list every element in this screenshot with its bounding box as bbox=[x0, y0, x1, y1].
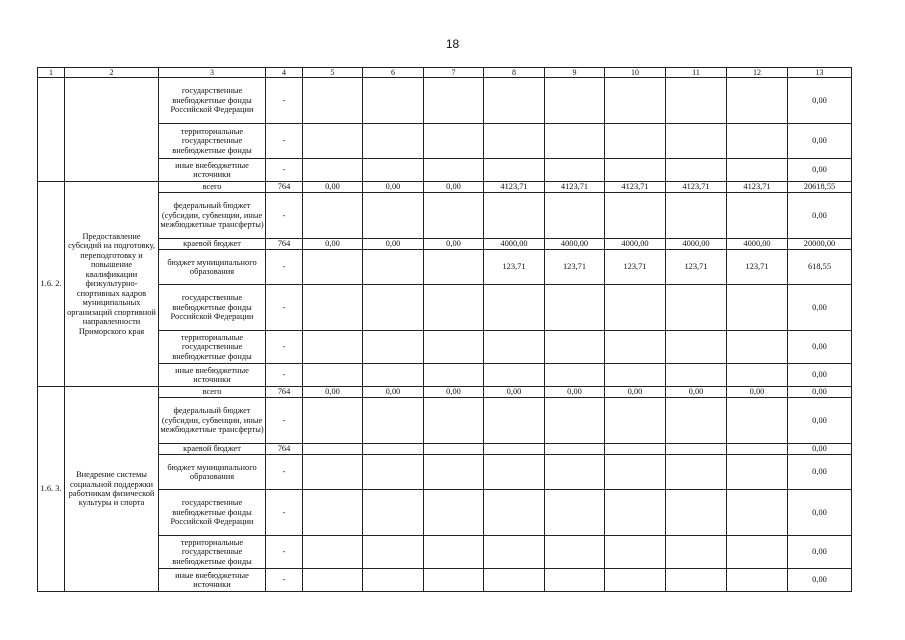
column-number-2: 2 bbox=[65, 68, 159, 78]
total-value: 20000,00 bbox=[788, 239, 852, 250]
year-value bbox=[666, 455, 727, 490]
year-value bbox=[363, 285, 424, 331]
year-value bbox=[545, 124, 605, 159]
year-value bbox=[363, 536, 424, 569]
total-value: 618,55 bbox=[788, 250, 852, 285]
year-value bbox=[303, 193, 363, 239]
funding-source: федеральный бюджет (субсидии, субвенции, иные межбюджетные трансферты) bbox=[159, 193, 266, 239]
year-value bbox=[484, 285, 545, 331]
year-value: 0,00 bbox=[605, 387, 666, 398]
admin-code: - bbox=[266, 536, 303, 569]
funding-source: всего bbox=[159, 387, 266, 398]
year-value bbox=[424, 364, 484, 387]
year-value bbox=[666, 159, 727, 182]
year-value bbox=[484, 331, 545, 364]
table-row bbox=[38, 159, 852, 182]
year-value bbox=[545, 455, 605, 490]
item-code: 1.6. 3. bbox=[38, 387, 65, 592]
year-value: 4000,00 bbox=[545, 239, 605, 250]
year-value bbox=[545, 398, 605, 444]
total-value: 0,00 bbox=[788, 193, 852, 239]
year-value: 0,00 bbox=[363, 239, 424, 250]
year-value bbox=[363, 490, 424, 536]
year-value bbox=[424, 490, 484, 536]
year-value bbox=[666, 398, 727, 444]
year-value: 4123,71 bbox=[727, 182, 788, 193]
total-value: 0,00 bbox=[788, 444, 852, 455]
year-value bbox=[666, 285, 727, 331]
table-row bbox=[38, 182, 852, 193]
item-name: Внедрение системы социальной поддержки работникам физической культуры и спорта bbox=[65, 387, 159, 592]
year-value bbox=[363, 398, 424, 444]
table-row bbox=[38, 490, 852, 536]
year-value bbox=[605, 159, 666, 182]
admin-code: - bbox=[266, 364, 303, 387]
year-value bbox=[484, 124, 545, 159]
column-number-4: 4 bbox=[266, 68, 303, 78]
year-value bbox=[727, 444, 788, 455]
table-row bbox=[38, 364, 852, 387]
table-row bbox=[38, 536, 852, 569]
total-value: 0,00 bbox=[788, 285, 852, 331]
total-value: 20618,55 bbox=[788, 182, 852, 193]
funding-source: территориальные государственные внебюджетные фонды bbox=[159, 536, 266, 569]
year-value: 0,00 bbox=[303, 182, 363, 193]
table-row bbox=[38, 250, 852, 285]
year-value: 123,71 bbox=[666, 250, 727, 285]
year-value bbox=[605, 124, 666, 159]
year-value bbox=[605, 331, 666, 364]
admin-code: - bbox=[266, 124, 303, 159]
year-value bbox=[605, 536, 666, 569]
year-value bbox=[303, 364, 363, 387]
year-value: 123,71 bbox=[727, 250, 788, 285]
year-value bbox=[363, 193, 424, 239]
year-value bbox=[484, 444, 545, 455]
year-value bbox=[727, 569, 788, 592]
year-value bbox=[727, 331, 788, 364]
year-value bbox=[363, 455, 424, 490]
admin-code: - bbox=[266, 490, 303, 536]
year-value: 4123,71 bbox=[666, 182, 727, 193]
year-value: 4000,00 bbox=[605, 239, 666, 250]
year-value bbox=[666, 331, 727, 364]
year-value: 0,00 bbox=[545, 387, 605, 398]
year-value: 0,00 bbox=[363, 182, 424, 193]
funding-source: государственные внебюджетные фонды Российской Федерации bbox=[159, 490, 266, 536]
budget-table bbox=[37, 67, 852, 592]
year-value bbox=[303, 536, 363, 569]
column-number-13: 13 bbox=[788, 68, 852, 78]
year-value: 0,00 bbox=[484, 387, 545, 398]
year-value: 4123,71 bbox=[484, 182, 545, 193]
year-value bbox=[605, 455, 666, 490]
year-value bbox=[424, 250, 484, 285]
funding-source: иные внебюджетные источники bbox=[159, 569, 266, 592]
total-value: 0,00 bbox=[788, 569, 852, 592]
year-value bbox=[605, 398, 666, 444]
year-value bbox=[727, 78, 788, 124]
year-value bbox=[363, 364, 424, 387]
admin-code: - bbox=[266, 455, 303, 490]
total-value: 0,00 bbox=[788, 387, 852, 398]
funding-source: краевой бюджет bbox=[159, 239, 266, 250]
year-value bbox=[666, 364, 727, 387]
column-number-10: 10 bbox=[605, 68, 666, 78]
year-value: 0,00 bbox=[424, 239, 484, 250]
year-value bbox=[666, 78, 727, 124]
year-value bbox=[666, 569, 727, 592]
table-row bbox=[38, 387, 852, 398]
year-value bbox=[303, 124, 363, 159]
funding-source: краевой бюджет bbox=[159, 444, 266, 455]
table-row bbox=[38, 398, 852, 444]
table-row bbox=[38, 444, 852, 455]
year-value: 4000,00 bbox=[727, 239, 788, 250]
year-value bbox=[545, 444, 605, 455]
year-value bbox=[605, 490, 666, 536]
total-value: 0,00 bbox=[788, 331, 852, 364]
year-value bbox=[666, 536, 727, 569]
year-value bbox=[363, 250, 424, 285]
funding-source: бюджет муниципального образования bbox=[159, 250, 266, 285]
year-value bbox=[303, 569, 363, 592]
total-value: 0,00 bbox=[788, 490, 852, 536]
year-value: 4123,71 bbox=[605, 182, 666, 193]
year-value bbox=[424, 444, 484, 455]
year-value bbox=[424, 78, 484, 124]
year-value bbox=[303, 78, 363, 124]
admin-code: - bbox=[266, 250, 303, 285]
table-row bbox=[38, 193, 852, 239]
item-code bbox=[38, 78, 65, 182]
year-value: 0,00 bbox=[666, 387, 727, 398]
table-row bbox=[38, 239, 852, 250]
year-value bbox=[545, 569, 605, 592]
table-body bbox=[38, 68, 852, 592]
funding-source: федеральный бюджет (субсидии, субвенции, иные межбюджетные трансферты) bbox=[159, 398, 266, 444]
total-value: 0,00 bbox=[788, 398, 852, 444]
year-value bbox=[424, 285, 484, 331]
total-value: 0,00 bbox=[788, 364, 852, 387]
year-value bbox=[303, 490, 363, 536]
year-value bbox=[303, 250, 363, 285]
table-row bbox=[38, 569, 852, 592]
year-value: 0,00 bbox=[424, 387, 484, 398]
total-value: 0,00 bbox=[788, 159, 852, 182]
year-value bbox=[363, 444, 424, 455]
year-value bbox=[727, 490, 788, 536]
table-row bbox=[38, 331, 852, 364]
year-value: 0,00 bbox=[303, 239, 363, 250]
admin-code: 764 bbox=[266, 444, 303, 455]
year-value: 123,71 bbox=[484, 250, 545, 285]
admin-code: 764 bbox=[266, 387, 303, 398]
year-value bbox=[484, 159, 545, 182]
year-value bbox=[727, 124, 788, 159]
year-value bbox=[363, 78, 424, 124]
column-number-12: 12 bbox=[727, 68, 788, 78]
year-value bbox=[484, 364, 545, 387]
year-value bbox=[727, 398, 788, 444]
year-value bbox=[666, 193, 727, 239]
year-value bbox=[545, 536, 605, 569]
year-value bbox=[484, 569, 545, 592]
item-code: 1.6. 2. bbox=[38, 182, 65, 387]
column-number-7: 7 bbox=[424, 68, 484, 78]
total-value: 0,00 bbox=[788, 455, 852, 490]
table-row bbox=[38, 124, 852, 159]
year-value bbox=[303, 159, 363, 182]
year-value bbox=[484, 78, 545, 124]
year-value bbox=[666, 490, 727, 536]
year-value bbox=[484, 398, 545, 444]
funding-source: государственные внебюджетные фонды Российской Федерации bbox=[159, 78, 266, 124]
column-number-1: 1 bbox=[38, 68, 65, 78]
year-value: 0,00 bbox=[303, 387, 363, 398]
year-value bbox=[545, 364, 605, 387]
year-value: 123,71 bbox=[605, 250, 666, 285]
total-value: 0,00 bbox=[788, 78, 852, 124]
year-value: 0,00 bbox=[727, 387, 788, 398]
year-value bbox=[727, 536, 788, 569]
admin-code: - bbox=[266, 331, 303, 364]
table-row bbox=[38, 78, 852, 124]
funding-source: бюджет муниципального образования bbox=[159, 455, 266, 490]
year-value bbox=[605, 569, 666, 592]
admin-code: - bbox=[266, 285, 303, 331]
admin-code: - bbox=[266, 159, 303, 182]
funding-source: государственные внебюджетные фонды Российской Федерации bbox=[159, 285, 266, 331]
year-value bbox=[363, 124, 424, 159]
year-value bbox=[666, 444, 727, 455]
year-value: 4000,00 bbox=[484, 239, 545, 250]
funding-source: всего bbox=[159, 182, 266, 193]
year-value: 4000,00 bbox=[666, 239, 727, 250]
year-value bbox=[545, 490, 605, 536]
total-value: 0,00 bbox=[788, 124, 852, 159]
page-number: 18 bbox=[445, 37, 460, 51]
column-number-11: 11 bbox=[666, 68, 727, 78]
year-value bbox=[666, 124, 727, 159]
year-value bbox=[727, 285, 788, 331]
year-value bbox=[303, 455, 363, 490]
year-value bbox=[424, 398, 484, 444]
year-value bbox=[727, 159, 788, 182]
year-value: 123,71 bbox=[545, 250, 605, 285]
admin-code: - bbox=[266, 193, 303, 239]
year-value bbox=[545, 159, 605, 182]
year-value bbox=[363, 159, 424, 182]
year-value bbox=[424, 193, 484, 239]
funding-source: территориальные государственные внебюджетные фонды bbox=[159, 331, 266, 364]
year-value bbox=[303, 285, 363, 331]
year-value bbox=[484, 536, 545, 569]
column-number-8: 8 bbox=[484, 68, 545, 78]
year-value bbox=[727, 193, 788, 239]
year-value bbox=[545, 78, 605, 124]
admin-code: - bbox=[266, 569, 303, 592]
year-value bbox=[484, 193, 545, 239]
item-name: Предоставление субсидий на подготовку, переподготовку и повышение квалификации физкультурно-спортивных кадров муниципальных организаций спортивной направленности Приморского края bbox=[65, 182, 159, 387]
year-value: 4123,71 bbox=[545, 182, 605, 193]
table-row bbox=[38, 285, 852, 331]
year-value bbox=[303, 444, 363, 455]
funding-source: территориальные государственные внебюджетные фонды bbox=[159, 124, 266, 159]
table-row bbox=[38, 455, 852, 490]
admin-code: - bbox=[266, 78, 303, 124]
year-value bbox=[424, 159, 484, 182]
year-value: 0,00 bbox=[363, 387, 424, 398]
admin-code: - bbox=[266, 398, 303, 444]
year-value bbox=[303, 398, 363, 444]
year-value bbox=[605, 364, 666, 387]
year-value: 0,00 bbox=[424, 182, 484, 193]
item-name bbox=[65, 78, 159, 182]
column-number-9: 9 bbox=[545, 68, 605, 78]
year-value bbox=[605, 193, 666, 239]
year-value bbox=[605, 78, 666, 124]
year-value bbox=[484, 490, 545, 536]
admin-code: 764 bbox=[266, 182, 303, 193]
column-number-3: 3 bbox=[159, 68, 266, 78]
year-value bbox=[303, 331, 363, 364]
funding-source: иные внебюджетные источники bbox=[159, 159, 266, 182]
year-value bbox=[545, 193, 605, 239]
admin-code: 764 bbox=[266, 239, 303, 250]
year-value bbox=[424, 536, 484, 569]
year-value bbox=[545, 331, 605, 364]
year-value bbox=[424, 331, 484, 364]
year-value bbox=[545, 285, 605, 331]
year-value bbox=[727, 364, 788, 387]
column-number-6: 6 bbox=[363, 68, 424, 78]
year-value bbox=[727, 455, 788, 490]
year-value bbox=[424, 569, 484, 592]
total-value: 0,00 bbox=[788, 536, 852, 569]
year-value bbox=[363, 569, 424, 592]
year-value bbox=[605, 444, 666, 455]
year-value bbox=[424, 455, 484, 490]
column-number-row bbox=[38, 68, 852, 78]
funding-source: иные внебюджетные источники bbox=[159, 364, 266, 387]
year-value bbox=[424, 124, 484, 159]
column-number-5: 5 bbox=[303, 68, 363, 78]
year-value bbox=[605, 285, 666, 331]
year-value bbox=[484, 455, 545, 490]
year-value bbox=[363, 331, 424, 364]
